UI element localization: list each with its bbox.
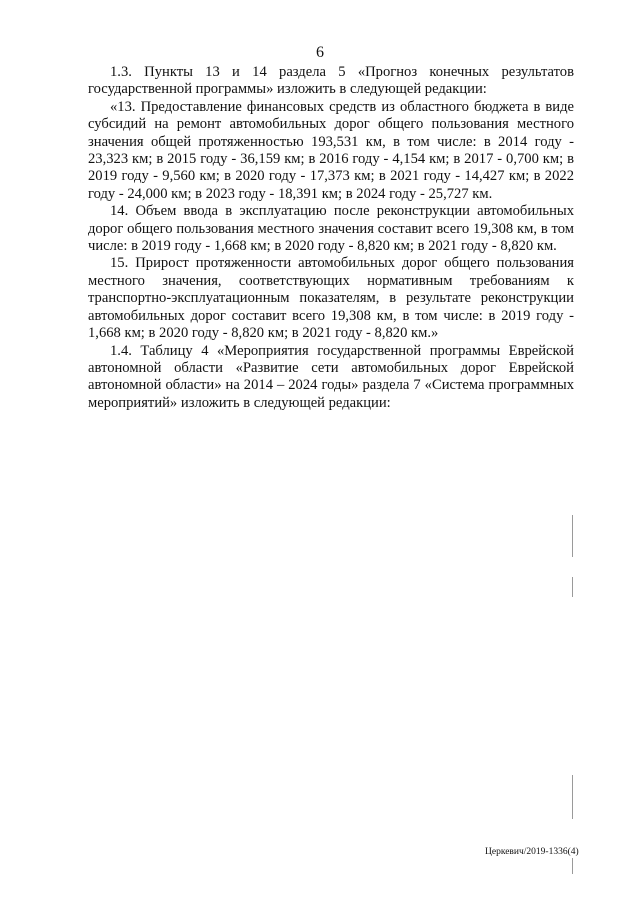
paragraph-13: «13. Предоставление финансовых средств из областного бюджета в виде субсидий на ремонт автомобильных дорог общего пользования местного значения общей протяженностью 193,531 км, в том числе: в 2014 году - 23,323 км; в 2015 году - 36,159 км; в 2016 году - 4,154 км; в 2017 - 0,700 км; в 2019 году - 9,560 км; в 2020 году - 17,373 км; в 2021 году - 14,427 км; в 2022 году - 24,000 км; в 2023 году - 18,391 км; в 2024 году - 25,727 км. — [88, 98, 574, 202]
paragraph-14: 14. Объем ввода в эксплуатацию после реконструкции автомобильных дорог общего пользования местного значения составит всего 19,308 км, в том числе: в 2019 году - 1,668 км; в 2020 году - 8,820 км; в 2021 году - 8,820 км. — [88, 203, 574, 255]
margin-scan-mark — [572, 515, 573, 557]
document-body — [88, 64, 574, 412]
paragraph-15: 15. Прирост протяженности автомобильных дорог общего пользования местного значения, соответствующих нормативным требованиям к транспортно-эксплуатационным показателям, в результате реконструкции автомобильных дорог составит всего 19,308 км, в том числе: в 2019 году - 1,668 км; в 2020 году - 8,820 км; в 2021 году - 8,820 км.» — [88, 255, 574, 342]
paragraph-1-4: 1.4. Таблицу 4 «Мероприятия государственной программы Еврейской автономной области «Развитие сети автомобильных дорог Еврейской автономной области» на 2014 – 2024 годы» раздела 7 «Система программных мероприятий» изложить в следующей редакции: — [88, 342, 574, 411]
margin-scan-mark — [572, 775, 573, 819]
margin-scan-mark — [572, 577, 573, 597]
document-registration-code: Церкевич/2019-1336(4) — [485, 847, 579, 857]
margin-scan-mark — [572, 858, 573, 874]
paragraph-1-3: 1.3. Пункты 13 и 14 раздела 5 «Прогноз конечных результатов государственной программы» изложить в следующей редакции: — [88, 64, 574, 98]
page-number: 6 — [316, 44, 324, 61]
